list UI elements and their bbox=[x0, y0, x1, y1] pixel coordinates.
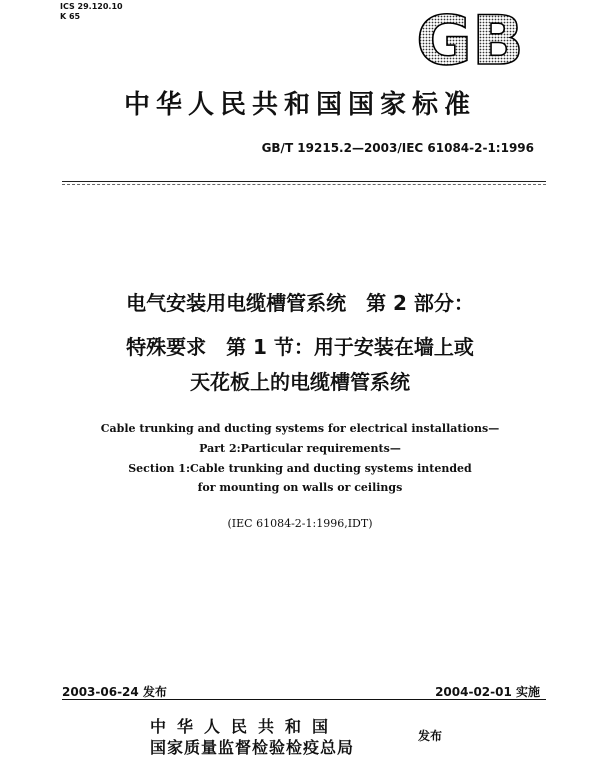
ics-code: ICS 29.120.10 bbox=[60, 2, 123, 11]
standard-number: GB/T 19215.2—2003/IEC 61084-2-1:1996 bbox=[261, 141, 534, 155]
gb-logo bbox=[395, 6, 545, 72]
title-cn-line-2: 特殊要求 第 1 节：用于安装在墙上或 bbox=[126, 335, 474, 359]
title-cn-line-3: 天花板上的电缆槽管系统 bbox=[190, 370, 410, 394]
issuer-line-1: 中华人民共和国 bbox=[150, 717, 340, 736]
issue-label: 发布 bbox=[418, 729, 443, 743]
title-en-line-2: Part 2:Particular requirements— bbox=[199, 442, 401, 455]
title-cn-line-1: 电气安装用电缆槽管系统 第 2 部分： bbox=[126, 291, 474, 315]
title-en-line-1: Cable trunking and ducting systems for electrical installations— bbox=[100, 422, 500, 435]
top-divider-secondary bbox=[62, 184, 546, 185]
issuer-line-2: 国家质量监督检验检疫总局 bbox=[150, 738, 355, 757]
gb-logo-text: GB bbox=[416, 6, 524, 72]
standard-heading: 中华人民共和国国家标准 bbox=[123, 90, 476, 120]
title-en-line-4: for mounting on walls or ceilings bbox=[197, 481, 403, 494]
title-en-line-3: Section 1:Cable trunking and ducting systems intended bbox=[128, 462, 472, 475]
top-divider bbox=[62, 181, 546, 182]
ccs-code: K 65 bbox=[60, 12, 81, 21]
equivalence-note: (IEC 61084-2-1:1996,IDT) bbox=[227, 517, 373, 530]
bottom-divider bbox=[62, 699, 546, 700]
issue-date: 2003-06-24 发布 bbox=[62, 685, 167, 699]
implementation-date: 2004-02-01 实施 bbox=[435, 685, 540, 699]
classification-codes bbox=[60, 2, 123, 22]
